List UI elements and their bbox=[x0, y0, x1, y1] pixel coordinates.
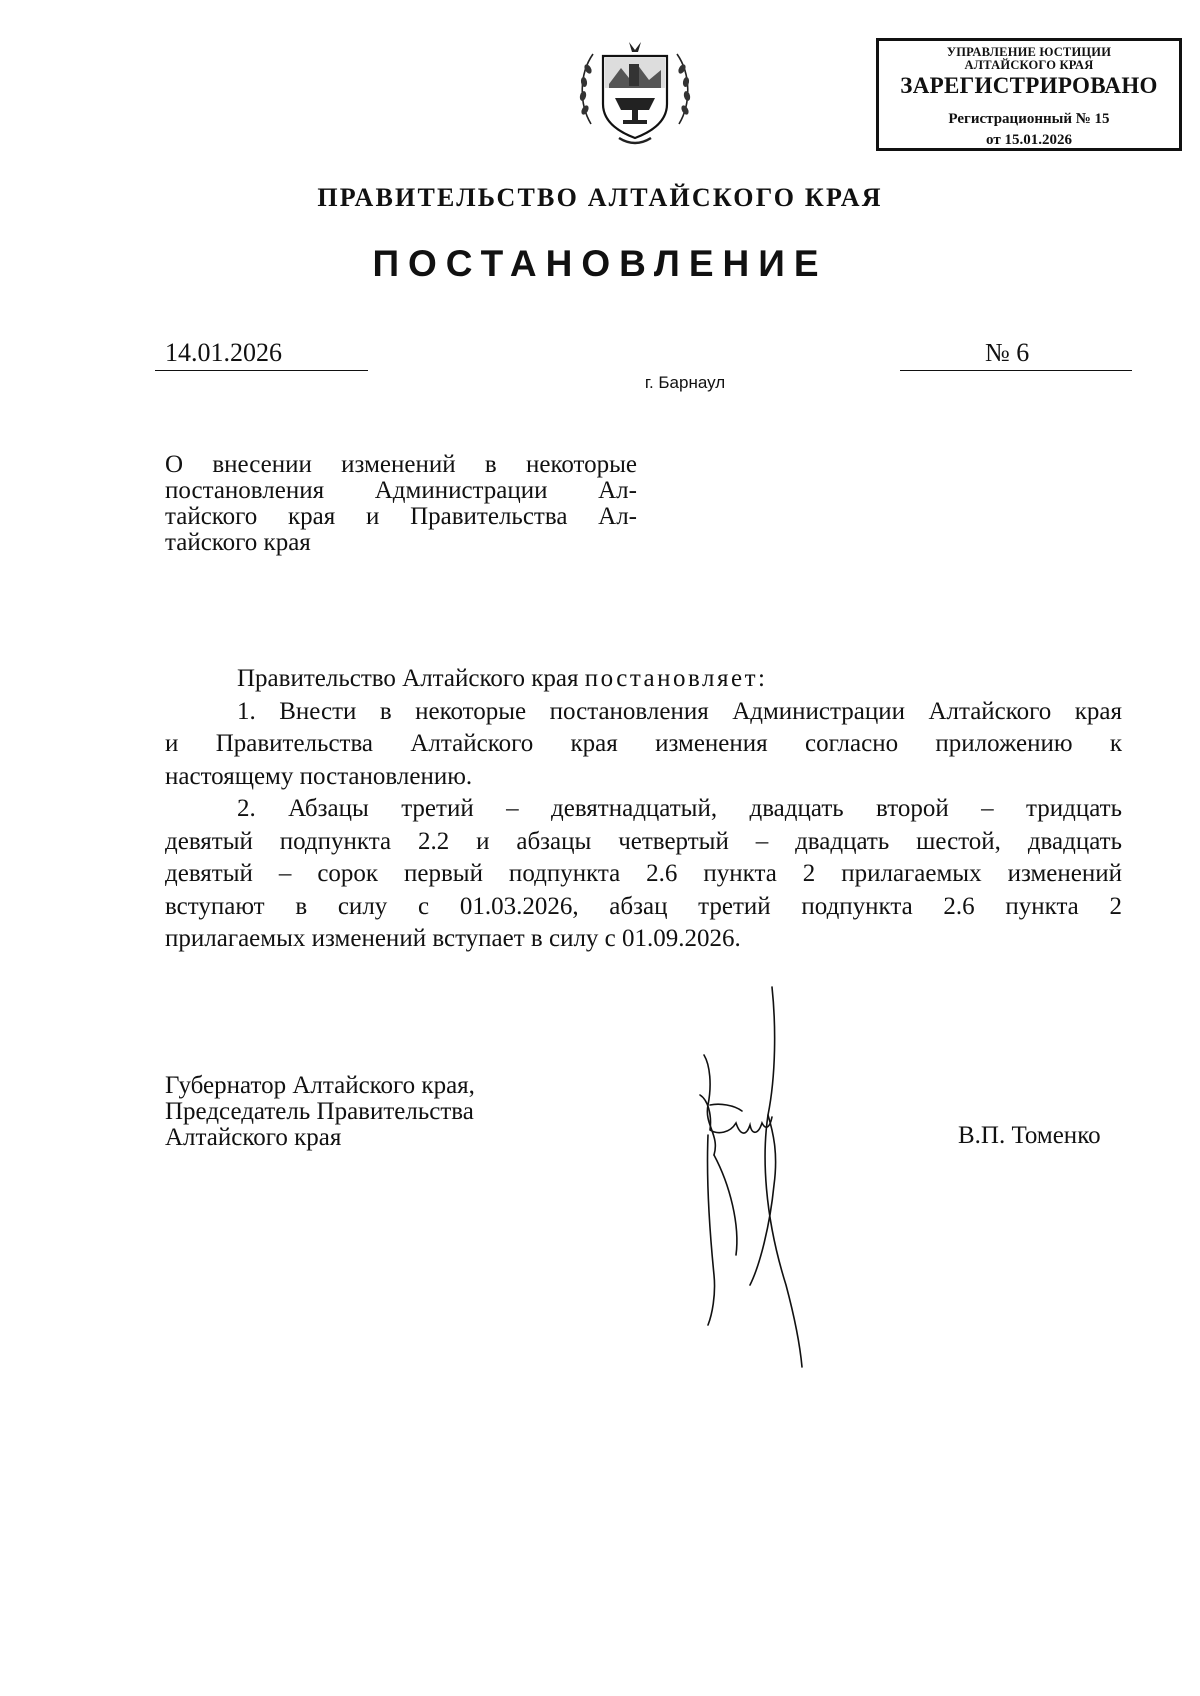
item1-line: настоящему постановлению. bbox=[165, 762, 473, 790]
item2-line: 2. Абзацы третий – девятнадцатый, двадцать второй – тридцать bbox=[237, 795, 1122, 822]
stamp-status: ЗАРЕГИСТРИРОВАНО bbox=[900, 73, 1158, 98]
document-body bbox=[165, 663, 1122, 956]
item2-line: прилагаемых изменений вступает в силу с 01.09.2026. bbox=[165, 925, 741, 952]
preamble-action: постановляет: bbox=[584, 665, 768, 692]
signer-position-line: Губернатор Алтайского края, bbox=[165, 1072, 475, 1099]
document-subject bbox=[165, 452, 637, 556]
subject-line: постановления Администрации Ал- bbox=[165, 477, 637, 504]
document-type-title: ПОСТАНОВЛЕНИЕ bbox=[372, 243, 828, 284]
stamp-reg-number: Регистрационный № 15 bbox=[948, 111, 1110, 127]
city: г. Барнаул bbox=[644, 373, 726, 392]
signer-position bbox=[165, 1073, 475, 1151]
item2-line: девятый подпункта 2.2 и абзацы четвертый – двадцать шестой, двадцать bbox=[165, 827, 1122, 855]
stamp-authority bbox=[879, 46, 1179, 72]
document-number: № 6 bbox=[985, 338, 1030, 367]
issuing-authority: ПРАВИТЕЛЬСТВО АЛТАЙСКОГО КРАЯ bbox=[317, 183, 883, 212]
item2-line: вступают в силу с 01.03.2026, абзац третий подпункта 2.6 пункта 2 bbox=[165, 892, 1122, 920]
subject-line: тайского края и Правительства Ал- bbox=[165, 503, 637, 530]
number-underline bbox=[900, 370, 1132, 371]
document-date: 14.01.2026 bbox=[165, 338, 282, 367]
stamp-authority-line1: УПРАВЛЕНИЕ ЮСТИЦИИ bbox=[946, 45, 1112, 59]
stamp-authority-line2: АЛТАЙСКОГО КРАЯ bbox=[964, 58, 1094, 72]
preamble-text: Правительство Алтайского края bbox=[237, 665, 585, 692]
item1-line: 1. Внести в некоторые постановления Администрации Алтайского края bbox=[237, 697, 1122, 725]
item2-line: девятый – сорок первый подпункта 2.6 пункта 2 прилагаемых изменений bbox=[165, 860, 1122, 887]
date-underline bbox=[155, 370, 368, 371]
item1-line: и Правительства Алтайского края изменения согласно приложению к bbox=[165, 730, 1122, 757]
preamble bbox=[165, 663, 1122, 696]
subject-line: О внесении изменений в некоторые bbox=[165, 451, 637, 478]
signer-position-line: Председатель Правительства bbox=[165, 1098, 474, 1125]
stamp-reg-date: от 15.01.2026 bbox=[986, 132, 1072, 148]
coat-of-arms-icon bbox=[575, 38, 695, 150]
signer-position-line: Алтайского края bbox=[165, 1124, 342, 1151]
handwritten-signature-icon bbox=[690, 985, 860, 1370]
registration-stamp bbox=[876, 38, 1182, 151]
subject-line: тайского края bbox=[165, 529, 311, 556]
signer-name: В.П. Томенко bbox=[958, 1122, 1101, 1149]
